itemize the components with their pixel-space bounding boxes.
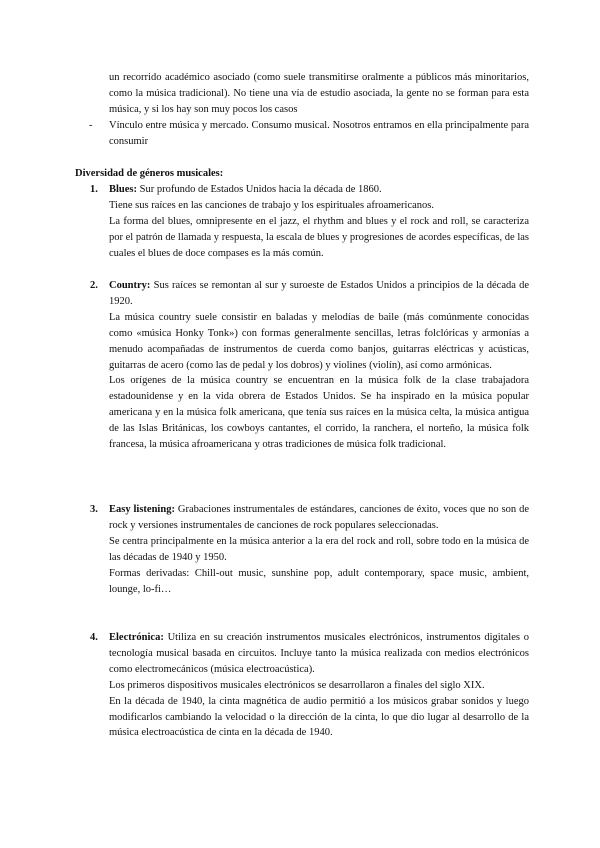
genre-lead [109, 630, 529, 678]
genre-paragraph: En la década de 1940, la cinta magnética de audio permitió a los músicos grabar sonidos y luego modificarlos cambiando la velocidad o la dirección de la cinta, lo que dio lugar al desarrollo de la música electroacústica de cinta en la década de 1940. [109, 695, 529, 739]
genre-paragraph: La música country suele consistir en baladas y melodías de baile (más comúnmente conocidas como «música Honky Tonk») con formas generalmente sencillas, letras folclóricas y armonías a menudo acompañadas de instrumentos de cuerda como banjos, guitarras eléctricas y acústicas, guitarras de acero (como las de pedal y los dobros) y violines (violín), así como armónicas. [109, 311, 529, 371]
genre-body [109, 630, 529, 741]
genre-item-country [90, 278, 529, 453]
genre-number: 4. [90, 632, 98, 643]
genre-paragraph: Tiene sus raíces en las canciones de trabajo y los espirituales afroamericanos. [109, 199, 435, 211]
genre-paragraph: Se centra principalmente en la música anterior a la era del rock and roll, sobre todo en la música de las décadas de 1940 y 1950. [109, 535, 529, 563]
genre-name: Country: [109, 280, 151, 291]
genre-lead [109, 502, 529, 534]
bullet-text: Vínculo entre música y mercado. Consumo musical. Nosotros entramos en ella principalmente para consumir [109, 120, 529, 147]
genre-paragraph: Formas derivadas: Chill-out music, sunshine pop, adult contemporary, space music, ambient, lounge, lo-fi… [109, 567, 529, 595]
genre-item-electronica [90, 630, 529, 741]
genre-paragraph: Los primeros dispositivos musicales electrónicos se desarrollaron a finales del siglo XIX. [109, 679, 485, 691]
bullet-item [89, 118, 529, 150]
bullet-dash: - [89, 120, 93, 131]
genre-name: Electrónica: [109, 632, 164, 643]
genre-name: Easy listening: [109, 504, 175, 515]
genre-number: 2. [90, 280, 98, 291]
genre-paragraph: La forma del blues, omnipresente en el jazz, el rhythm and blues y el rock and roll, se caracteriza por el patrón de llamada y respuesta, la escala de blues y progresiones de acordes específicas, de las cuales el blues de doce compases es la más común. [109, 215, 529, 259]
genre-item-blues [90, 182, 529, 262]
genre-body [109, 502, 529, 597]
genre-body [109, 182, 529, 262]
genre-lead [109, 278, 529, 310]
genre-item-easy-listening [90, 502, 529, 597]
genre-paragraph: Los orígenes de la música country se encuentran en la música folk de la clase trabajadora estadounidense y en la vida obrera de Estados Unidos. Se ha inspirado en la música popular americana y en la música folk americana, que tenía sus raíces en la música celta, la música antigua de las Islas Británicas, los cowboys cantantes, el corrido, la ranchera, el norteño, la música folk francesa, la música afroamericana y otras tradiciones de música folk tradicional. [109, 375, 529, 451]
genre-intro: Grabaciones instrumentales de estándares, canciones de éxito, voces que no son de rock y versiones instrumentales de canciones de rock populares seleccionadas. [109, 504, 529, 531]
genre-lead [109, 182, 529, 198]
section-heading: Diversidad de géneros musicales: [75, 168, 224, 179]
genre-number: 1. [90, 184, 98, 195]
genre-body [109, 278, 529, 453]
intro-paragraph: un recorrido académico asociado (como suele transmitirse oralmente a públicos más minoritarios, como la música tradicional). No tiene una vía de estudio asociada, la gente no se forman para esta música, y si los hay son muy pocos los casos [109, 72, 529, 115]
genre-name: Blues: [109, 184, 138, 195]
genre-number: 3. [90, 504, 98, 515]
genre-intro: Sur profundo de Estados Unidos hacia la década de 1860. [137, 184, 382, 195]
genre-intro: Utiliza en su creación instrumentos musicales electrónicos, instrumentos digitales o tecnología musical basada en circuitos. Incluye tanto la música realizada con medios electrónicos como electromecánicos (música electroacústica). [109, 632, 529, 675]
intro-block [109, 70, 529, 118]
genre-intro: Sus raíces se remontan al sur y suroeste de Estados Unidos a principios de la década de 1920. [109, 280, 529, 307]
